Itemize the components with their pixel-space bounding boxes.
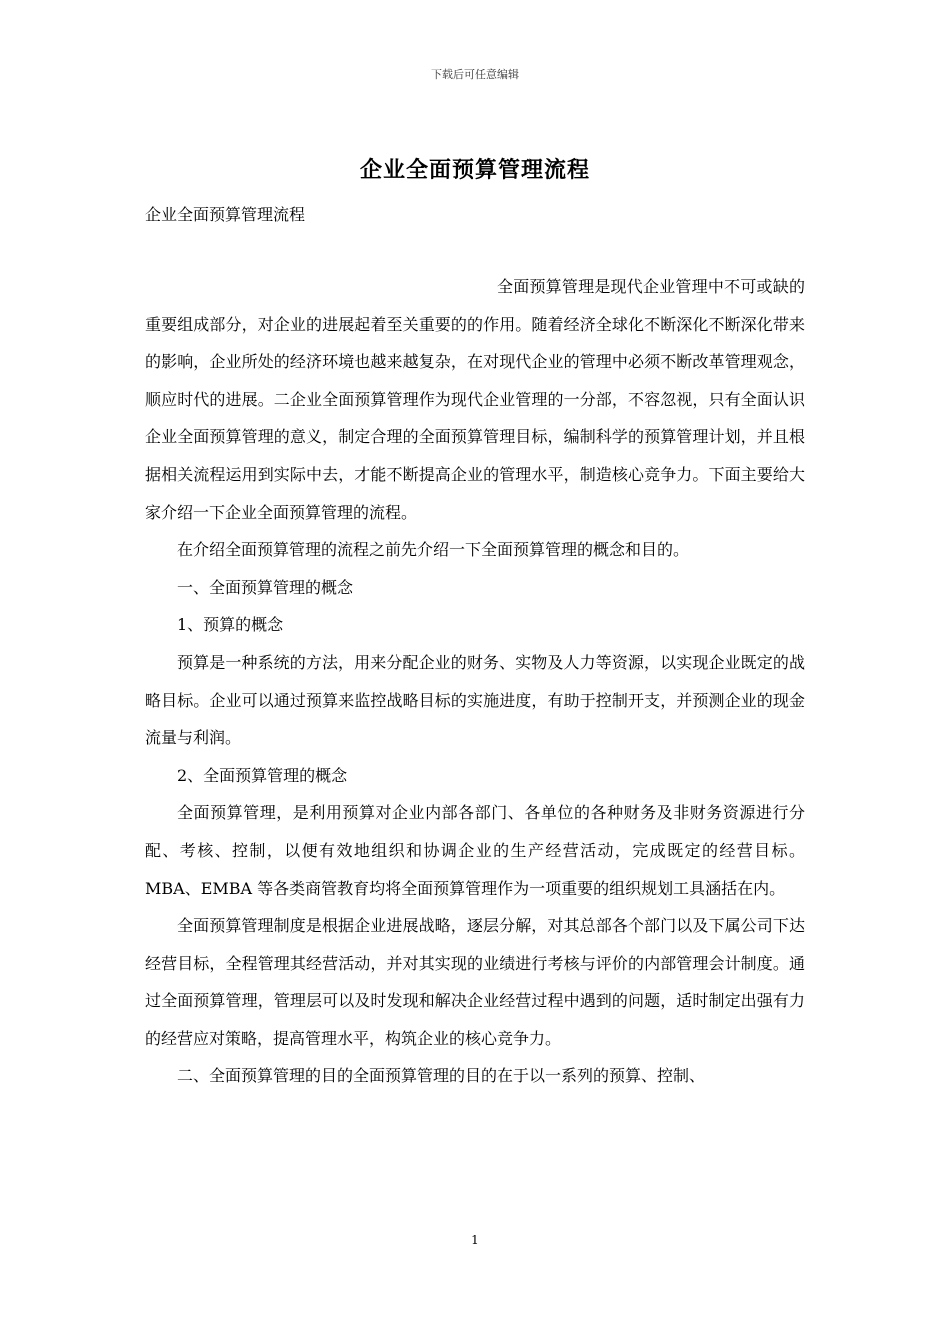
subsection-heading: 1、预算的概念 — [177, 615, 284, 635]
header-note: 下载后可任意编辑 — [431, 68, 519, 81]
document-body — [145, 268, 805, 1095]
paragraph: 预算是一种系统的方法，用来分配企业的财务、实物及人力等资源，以实现企业既定的战略目标。企业可以通过预算来监控战略目标的实施进度，有助于控制开支，并预测企业的现金流量与利润。 — [145, 652, 805, 748]
paragraph: 在介绍全面预算管理的流程之前先介绍一下全面预算管理的概念和目的。 — [177, 540, 690, 560]
paragraph-intro: 全面预算管理是现代企业管理中不可或缺的重要组成部分，对企业的进展起着至关重要的的作用。随着经济全球化不断深化不断深化带来的影响，企业所处的经济环境也越来越复杂，在对现代企业的管理中必须不断改革管理观念，顺应时代的进展。二企业全面预算管理作为现代企业管理的一分部，不容忽视，只有全面认识企业全面预算管理的意义，制定合理的全面预算管理目标，编制科学的预算管理计划，并且根据相关流程运用到实际中去，才能不断提高企业的管理水平，制造核心竞争力。下面主要给大家介绍一下企业全面预算管理的流程。 — [145, 277, 805, 522]
document-subtitle: 企业全面预算管理流程 — [145, 205, 306, 224]
page-number: 1 — [471, 1233, 479, 1247]
section-heading: 一、全面预算管理的概念 — [177, 577, 354, 597]
paragraph: 全面预算管理，是利用预算对企业内部各部门、各单位的各种财务及非财务资源进行分配、考核、控制，以便有效地组织和协调企业的生产经营活动，完成既定的经营目标。MBA、EMBA 等各类商管教育均将全面预算管理作为一项重要的组织规划工具涵括在内。 — [145, 803, 805, 898]
document-title: 企业全面预算管理流程 — [359, 157, 590, 183]
paragraph: 全面预算管理制度是根据企业进展战略，逐层分解，对其总部各个部门以及下属公司下达经营目标，全程管理其经营活动，并对其实现的业绩进行考核与评价的内部管理会计制度。通过全面预算管理，管理层可以及时发现和解决企业经营过程中遇到的问题，适时制定出强有力的经营应对策略，提高管理水平，构筑企业的核心竞争力。 — [145, 916, 805, 1048]
section-heading: 二、全面预算管理的目的全面预算管理的目的在于以一系列的预算、控制、 — [177, 1066, 706, 1086]
subsection-heading: 2、全面预算管理的概念 — [177, 765, 348, 785]
